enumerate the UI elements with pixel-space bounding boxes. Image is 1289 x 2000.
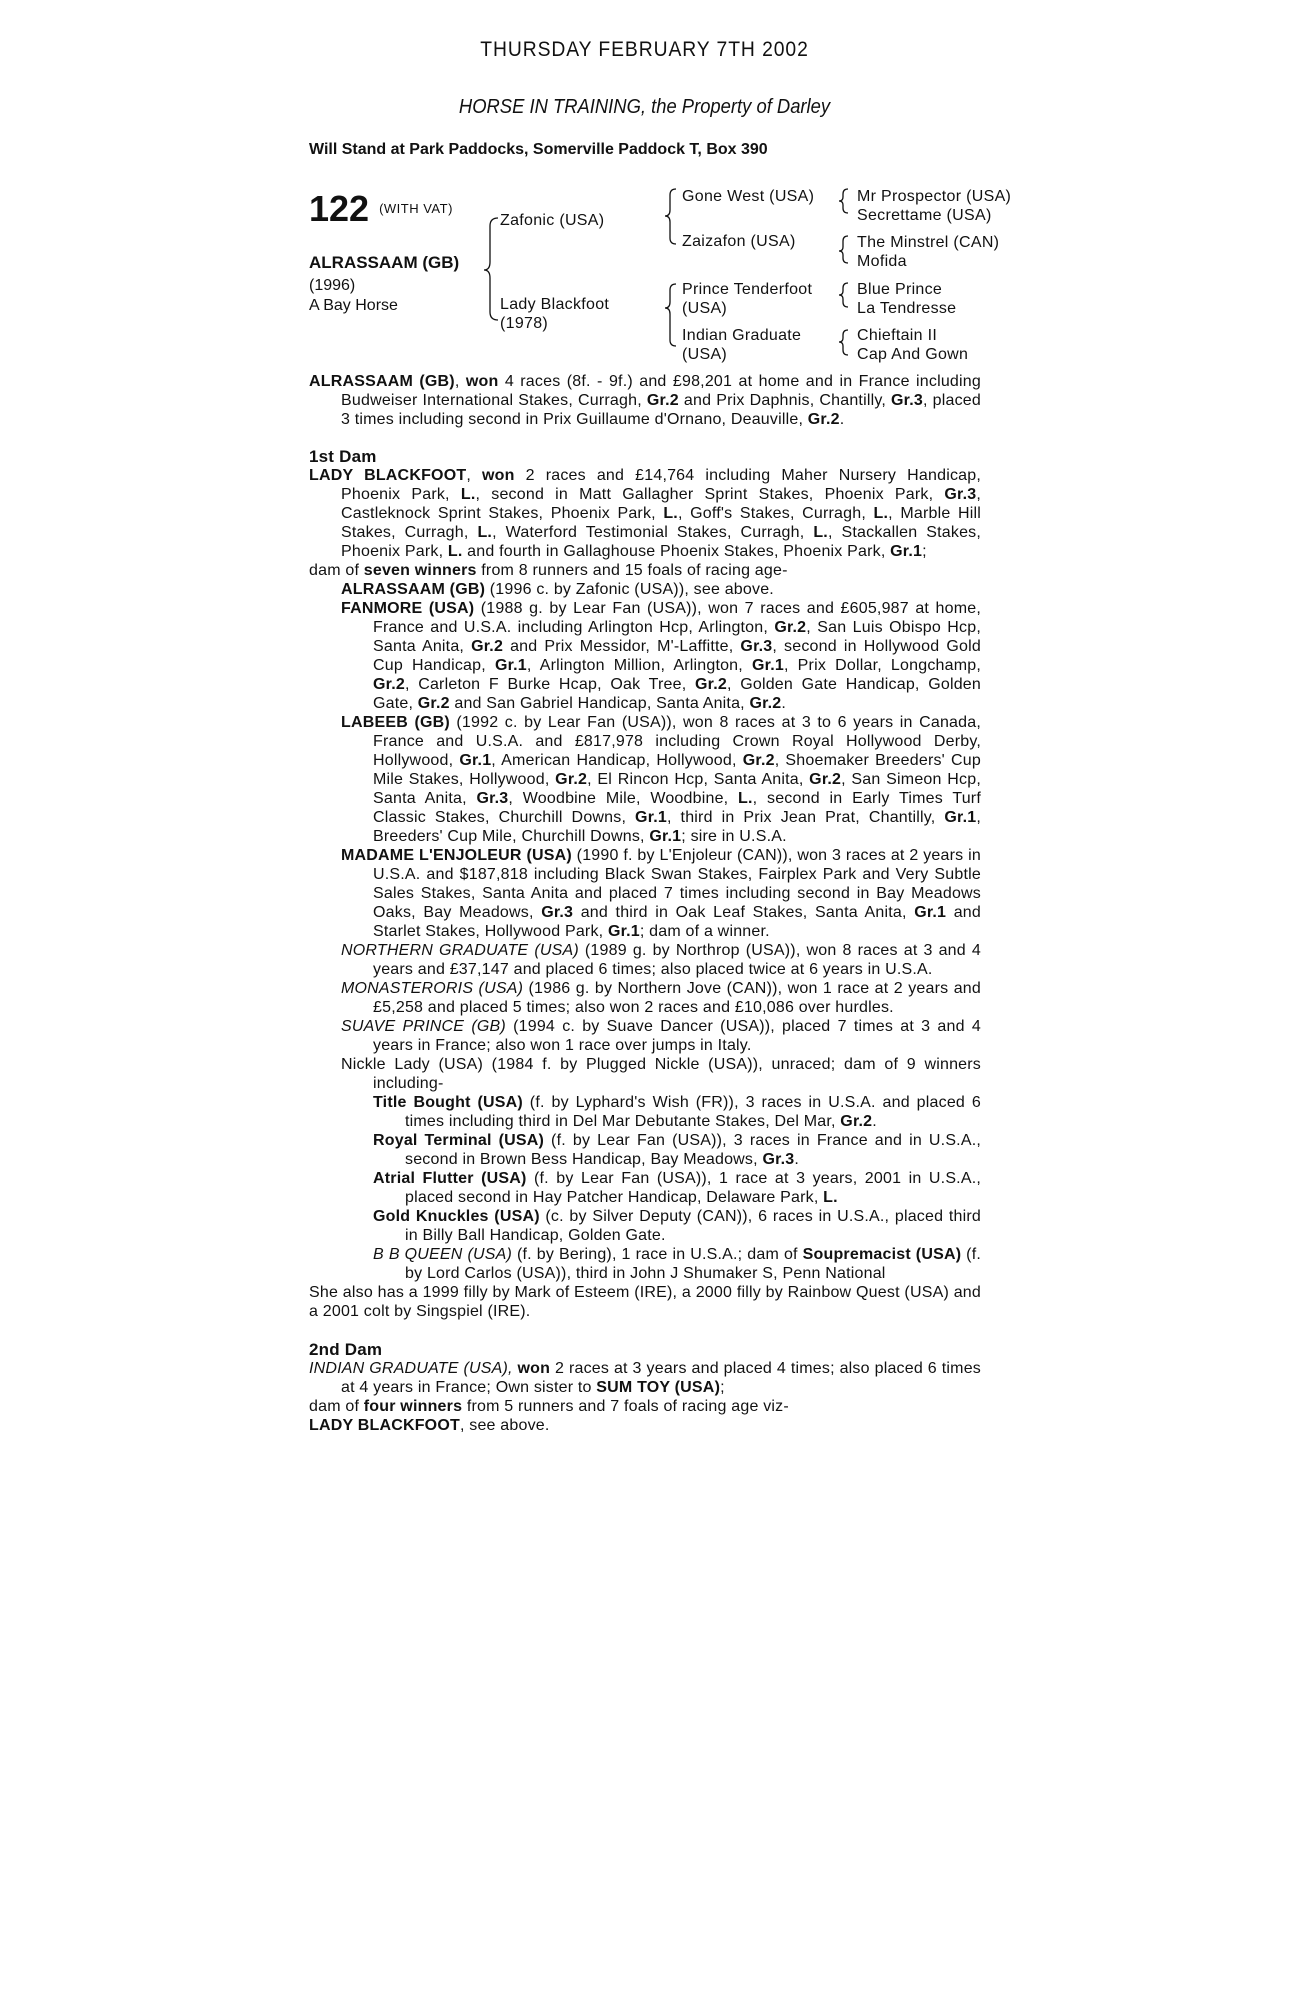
vat-note: (WITH VAT)	[379, 201, 453, 216]
horse-description: A Bay Horse	[309, 297, 398, 314]
progeny-text: , American Handicap, Hollywood,	[491, 752, 743, 769]
progeny-text: .	[794, 1151, 800, 1168]
progeny-text: , San Luis Obispo Hcp, Santa Anita,	[373, 619, 981, 655]
progeny-text: (f. by Lyphard's Wish (FR)), 3 races in U.S.A. and placed 6 times including third in Del Mar Debutante Stakes, Del Mar,	[405, 1094, 981, 1130]
grade-label: Gr.2	[809, 771, 842, 788]
pedigree-gen3-2: Secrettame (USA)	[857, 207, 992, 224]
grade-label: Gr.2	[417, 695, 450, 712]
grade-label: L.	[460, 486, 476, 503]
dam-of-winners: four winners	[363, 1398, 463, 1415]
progeny-text: (1992 c. by Lear Fan (USA)), won 8 races at 3 to 6 years in Canada, France and U.S.A. and £817,978 including Crown Royal Hollywood Derby, Hollywood,	[373, 714, 981, 769]
pedigree-braces	[0, 0, 1289, 380]
grade-label: L.	[477, 524, 493, 541]
progeny-text: and Prix Messidor, M'-Laffitte,	[503, 638, 741, 655]
dam-of-text: dam of	[309, 562, 364, 579]
stand-location: Will Stand at Park Paddocks, Somerville Paddock T, Box 390	[309, 141, 768, 158]
summary-text: , placed 3 times including second in Prix Guillaume d'Ornano, Deauville,	[341, 392, 981, 428]
summary-text: .	[839, 411, 845, 428]
dam-name-text: LADY BLACKFOOT	[309, 467, 467, 484]
pedigree-gen3-5: Blue Prince	[857, 281, 943, 298]
progeny-text: (1996 c. by Zafonic (USA)), see above.	[485, 581, 774, 598]
progeny-name: NORTHERN GRADUATE (USA)	[341, 942, 579, 959]
dam-text: , second in Matt Gallagher Sprint Stakes, Phoenix Park,	[475, 486, 945, 503]
progeny-labeeb	[309, 713, 981, 846]
progeny-text: , Carleton F Burke Hcap, Oak Tree,	[404, 676, 695, 693]
grade-label: Gr.2	[695, 676, 727, 693]
nickle-progeny-title	[309, 1093, 981, 1131]
pedigree-gen2-1: Gone West (USA)	[682, 188, 815, 205]
dam-text: 2 races and £14,764 including Maher Nursery Handicap, Phoenix Park,	[341, 467, 981, 503]
progeny-text: (1990 f. by L'Enjoleur (CAN)), won 3 races at 2 years in U.S.A. and $187,818 including Black Swan Stakes, Fairplex Park and Very Subtle Sales Stakes, Santa Anita and placed 7 times including second in Bay Meadows Oaks, Bay Meadows,	[373, 847, 981, 921]
summary-won: won	[465, 373, 499, 390]
progeny-text: (f. by Bering), 1 race in U.S.A.; dam of	[512, 1246, 803, 1263]
lot-number: 122	[309, 188, 370, 229]
nickle-progeny-gold	[309, 1207, 981, 1245]
first-dam-paragraph	[309, 466, 981, 561]
pedigree-gen2-2: Zaizafon (USA)	[682, 233, 796, 250]
progeny-text: , Arlington Million, Arlington,	[526, 657, 753, 674]
progeny-suave	[309, 1017, 981, 1055]
pedigree-gen3-3: The Minstrel (CAN)	[857, 234, 1000, 251]
dam-name: Lady Blackfoot	[500, 296, 610, 313]
second-dam-paragraph	[309, 1359, 981, 1397]
progeny-alrassaam	[309, 580, 981, 599]
progeny-text: , El Rincon Hcp, Santa Anita,	[587, 771, 810, 788]
grade-label: Gr.3	[740, 638, 773, 655]
grade-label: Gr.1	[649, 828, 682, 845]
grade-label: L.	[663, 505, 678, 522]
progeny-text: , Shoemaker Breeders' Cup Mile Stakes, Hollywood,	[373, 752, 981, 788]
dam-name-text: INDIAN GRADUATE (USA),	[309, 1360, 513, 1377]
dam-of-line	[309, 561, 981, 580]
sister-name: SUM TOY (USA)	[596, 1379, 721, 1396]
nickle-progeny-bbqueen	[309, 1245, 981, 1283]
grade-label: L.	[738, 790, 753, 807]
progeny-text: , San Simeon Hcp, Santa Anita,	[373, 771, 981, 807]
grade-label: Gr.2	[807, 411, 840, 428]
progeny-text: and Starlet Stakes, Hollywood Park,	[373, 904, 981, 940]
summary-paragraph: ALRASSAAM (GB), won 4 races (8f. - 9f.) and £98,201 at home and in France including Budweiser International Stakes, Curragh, Gr.2 and Prix Daphnis, Chantilly, Gr.3, placed 3 times including second in Prix Guillaume d'Ornano, Deauville, Gr.2.	[309, 373, 981, 428]
dam-text: , Marble Hill Stakes, Curragh,	[341, 505, 981, 541]
progeny-text: .	[872, 1113, 877, 1130]
progeny-text: , Prix Dollar, Longchamp,	[783, 657, 981, 674]
grade-label: Gr.3	[476, 790, 509, 807]
pedigree-gen2-3a: Prince Tenderfoot	[682, 281, 813, 298]
dam-text: 2 races at 3 years and placed 4 times; also placed 6 times at 4 years in France; Own sister to	[341, 1360, 981, 1396]
grade-label: Gr.2	[555, 771, 588, 788]
grade-label: Gr.2	[749, 695, 782, 712]
dam-text: , Waterford Testimonial Stakes, Curragh,	[492, 524, 814, 541]
progeny-text: (1994 c. by Suave Dancer (USA)), placed 7 times at 3 and 4 years in France; also won 1 race over jumps in Italy.	[373, 1018, 981, 1054]
grade-label: Gr.1	[494, 657, 527, 674]
progeny-name: Royal Terminal (USA)	[373, 1132, 545, 1149]
nickle-progeny-royal	[309, 1131, 981, 1169]
dam-of-text: from 8 runners and 15 foals of racing age-	[476, 562, 788, 579]
progeny-text: (f. by Lord Carlos (USA)), third in John J Shumaker S, Penn National	[405, 1246, 981, 1282]
progeny-text: , Woodbine Mile, Woodbine,	[508, 790, 739, 807]
progeny-text: ; dam of a winner.	[639, 923, 770, 940]
summary-text: 4 races (8f. - 9f.) and £98,201 at home and in France including Budweiser International Stakes, Curragh,	[341, 373, 981, 409]
grade-label: Gr.1	[635, 809, 667, 826]
horse-year: (1996)	[309, 277, 356, 294]
progeny-name: MADAME L'ENJOLEUR (USA)	[341, 847, 572, 864]
grade-label: L.	[813, 524, 828, 541]
grade-label: Gr.2	[471, 638, 504, 655]
grade-label: Gr.1	[890, 543, 923, 560]
pedigree-gen3-7: Chieftain II	[857, 327, 938, 344]
progeny-northern	[309, 941, 981, 979]
grade-label: Gr.2	[774, 619, 807, 636]
progeny-name: FANMORE (USA)	[341, 600, 475, 617]
also-has-paragraph: She also has a 1999 filly by Mark of Esteem (IRE), a 2000 filly by Rainbow Quest (USA) and a 2001 colt by Singspiel (IRE).	[309, 1284, 981, 1320]
progeny-text: Nickle Lady (USA) (1984 f. by Plugged Nickle (USA)), unraced; dam of 9 winners including-	[341, 1056, 981, 1092]
grade-label: Gr.3	[541, 904, 574, 921]
progeny-name: MONASTERORIS (USA)	[341, 980, 524, 997]
lot-subtitle: HORSE IN TRAINING, the Property of Darley	[458, 96, 831, 118]
dam-of-winners: seven winners	[363, 562, 477, 579]
dam-text: ;	[922, 543, 927, 560]
horse-name: ALRASSAAM (GB)	[309, 253, 460, 272]
progeny-text: , second in Early Times Turf Classic Stakes, Churchill Downs,	[373, 790, 981, 826]
pedigree-gen2-4a: Indian Graduate	[682, 327, 802, 344]
progeny-name: Title Bought (USA)	[373, 1094, 523, 1111]
pedigree-gen3-8: Cap And Gown	[857, 346, 969, 363]
dam-won: won	[512, 1360, 551, 1377]
dam-won: won	[481, 467, 515, 484]
progeny-text: .	[781, 695, 787, 712]
grade-label: Gr.1	[944, 809, 977, 826]
grade-label: Gr.2	[373, 676, 405, 693]
progeny-text: (1988 g. by Lear Fan (USA)), won 7 races and £605,987 at home, France and U.S.A. including Arlington Hcp, Arlington,	[373, 600, 982, 636]
dam-text: ;	[720, 1379, 725, 1396]
grade-label: Gr.3	[944, 486, 977, 503]
progeny-name: Gold Knuckles (USA)	[373, 1208, 540, 1225]
progeny-monasteroris	[309, 979, 981, 1017]
progeny-text: and San Gabriel Handicap, Santa Anita,	[449, 695, 750, 712]
grade-label: L.	[447, 543, 463, 560]
dam-text: ,	[466, 467, 482, 484]
progeny-text: ; sire in U.S.A.	[681, 828, 787, 845]
dam-of-text: from 5 runners and 7 foals of racing age viz-	[462, 1398, 789, 1415]
grade-label: Gr.1	[752, 657, 784, 674]
progeny-text: , third in Prix Jean Prat, Chantilly,	[666, 809, 945, 826]
progeny-name: ALRASSAAM (GB)	[341, 581, 486, 598]
sale-date: THURSDAY FEBRUARY 7TH 2002	[480, 38, 809, 61]
first-dam-heading: 1st Dam	[309, 447, 377, 466]
horse-summary	[309, 372, 981, 429]
grade-label: Gr.2	[840, 1113, 873, 1130]
sire-name: Zafonic (USA)	[500, 212, 605, 229]
progeny-text: , see above.	[459, 1417, 550, 1434]
progeny-text: (1989 g. by Northrop (USA)), won 8 races at 3 and 4 years and £37,147 and placed 6 times; also placed twice at 6 years in U.S.A.	[373, 942, 981, 978]
grade-label: Gr.3	[762, 1151, 795, 1168]
second-dam-section	[309, 1340, 981, 1435]
summary-horse-name: ALRASSAAM (GB)	[309, 373, 455, 390]
second-dam-of-line	[309, 1397, 981, 1416]
grade-label: L.	[823, 1189, 838, 1206]
grade-label: Gr.1	[914, 904, 947, 921]
progeny-fanmore	[309, 599, 981, 713]
progeny-text: , second in Hollywood Gold Cup Handicap,	[373, 638, 981, 674]
pedigree-gen2-4b: (USA)	[682, 346, 728, 363]
grade-label: Gr.1	[459, 752, 492, 769]
progeny-text: (f. by Lear Fan (USA)), 3 races in France and in U.S.A., second in Brown Bess Handicap, Bay Meadows,	[405, 1132, 981, 1168]
pedigree-gen2-3b: (USA)	[682, 300, 728, 317]
second-dam-last-line	[309, 1416, 981, 1435]
dam-text: , Stackallen Stakes, Phoenix Park,	[341, 524, 982, 560]
summary-text: and Prix Daphnis, Chantilly,	[678, 392, 892, 409]
progeny-text: (c. by Silver Deputy (CAN)), 6 races in U.S.A., placed third in Billy Ball Handicap, Golden Gate.	[405, 1208, 981, 1244]
progeny-text: (1986 g. by Northern Jove (CAN)), won 1 race at 2 years and £5,258 and placed 5 times; also won 2 races and £10,086 over hurdles.	[373, 980, 981, 1016]
grade-label: L.	[873, 505, 889, 522]
progeny-name: B B QUEEN (USA)	[373, 1246, 513, 1263]
progeny-text: (f. by Lear Fan (USA)), 1 race at 3 years, 2001 in U.S.A., placed second in Hay Patcher Handicap, Delaware Park,	[405, 1170, 981, 1206]
progeny-nickle	[309, 1055, 981, 1093]
pedigree-gen3-6: La Tendresse	[857, 300, 957, 317]
progeny-text: and third in Oak Leaf Stakes, Santa Anita,	[573, 904, 915, 921]
pedigree-gen3-4: Mofida	[857, 253, 907, 270]
pedigree-gen3-1: Mr Prospector (USA)	[857, 188, 1012, 205]
grade-label: Gr.2	[742, 752, 775, 769]
progeny-name: Atrial Flutter (USA)	[373, 1170, 527, 1187]
progeny-name: LADY BLACKFOOT	[309, 1417, 460, 1434]
dam-text: , Castleknock Sprint Stakes, Phoenix Park,	[341, 486, 981, 522]
second-dam-heading: 2nd Dam	[309, 1340, 383, 1359]
dam-year: (1978)	[500, 315, 549, 332]
progeny-name: SUAVE PRINCE (GB)	[341, 1018, 506, 1035]
progeny-text: , Breeders' Cup Mile, Churchill Downs,	[373, 809, 981, 845]
grade-label: Gr.3	[891, 392, 923, 409]
first-dam-section	[309, 447, 981, 1321]
progeny-name: LABEEB (GB)	[341, 714, 450, 731]
grade-label: Gr.1	[607, 923, 640, 940]
dam-text: and fourth in Gallaghouse Phoenix Stakes, Phoenix Park,	[462, 543, 891, 560]
progeny-name: Soupremacist (USA)	[802, 1246, 962, 1263]
dam-text: , Goff's Stakes, Curragh,	[677, 505, 874, 522]
dam-of-text: dam of	[309, 1398, 364, 1415]
grade-label: Gr.2	[646, 392, 679, 409]
progeny-madame	[309, 846, 981, 941]
progeny-text: , Golden Gate Handicap, Golden Gate,	[373, 676, 981, 712]
nickle-progeny-atrial	[309, 1169, 981, 1207]
